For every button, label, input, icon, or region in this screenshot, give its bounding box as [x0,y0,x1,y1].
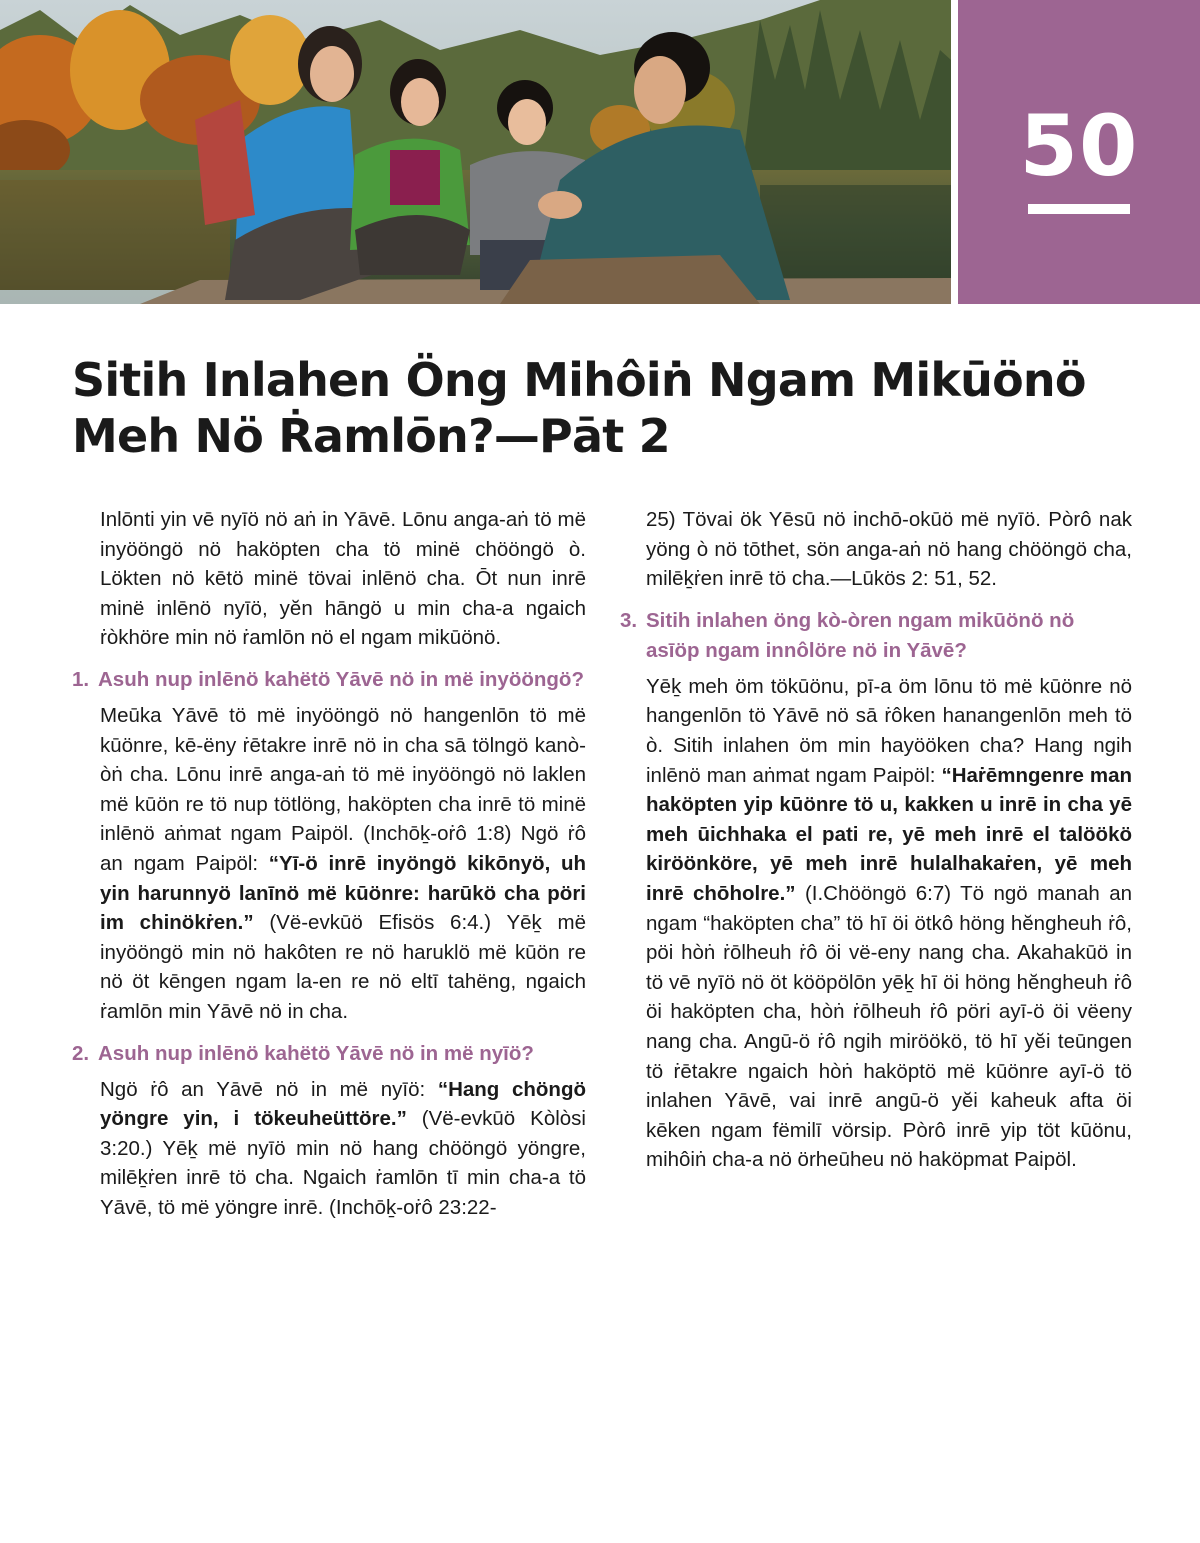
answer-paragraph [72,701,586,1027]
left-column [72,505,586,1222]
answer-continuation: 25) Tövai ök Yēsū nö inchō-okūö më nyīö. Pòrô nak yöng ò nö tōthet, sön anga-aṅ nö hang chööngö cha, milēḵṙen inrē tö cha.—Lūkös 2: 51, 52. [646,508,1132,591]
badge-underline [1028,204,1130,214]
question-number: 2. [72,1041,90,1065]
question-3 [620,606,1132,666]
hero-image [0,0,951,304]
page-title [72,352,1152,464]
right-column [620,505,1132,1175]
intro-paragraph: Inlōnti yin vē nyīö nö aṅ in Yāvē. Lōnu anga-aṅ tö më inyööngö nö haköpten cha tö minë chööngö ò. Lökten nö kētö minë tövai inlēnö cha. Ōt nun inrē minë inlēnö nyīö, yĕn hāngö u min cha-a ngaich ṙòkhöre min nö ṙamlōn nö el ngam mikūönö. [100,508,586,650]
question-number: 1. [72,667,90,691]
scripture-quote: “Haṙēmngenre man haköpten yip kūönre tö u, kakken u inrē in cha yē meh ūichhaka el pati re, yē meh inrē el talöökö kiröönköre, yē meh inrē hulalhakaṙen, yē meh inrē chōholre.” [646,763,1132,905]
title-line-1: Sitih Inlahen Öng Mihôiṅ Ngam Mikūönö [72,353,1086,407]
lesson-number-badge [958,0,1200,304]
answer-text: (I.Chööngö 6:7) Tö ngö manah an ngam “haköpten cha” tö hī öi ötkô höng hĕngheuh ṙô, pöi hòṅ ṙōlheuh ṙô öi vë-eny nang cha. Akahakūö in tö vē nyīö nö öt kööpölōn yēḵ hī öi höng hĕngheuh ṙô öi haköpten cha, hòṅ ṙōlheuh ṙô pöri ayī-ö öi vëeny nang cha. Angū-ö ṙô ngih miröökö, tö hī yĕi teūngen tö ṙētakre ngaich hòṅ haköptö më kūönre ayī-ö tö inlahen Yāvē, vai inrē angū-ö yĕi kaheuk afta öi kēken ngam fëmilī vörsip. Pòrô inrē yip töt kūönu, mihôiṅ cha-a nö örheūheu nö haköpmat Paipöl. [646,881,1132,1172]
title-line-2: Meh Nö Ṙamlōn?—Pāt 2 [72,409,670,463]
family-lake-illustration [0,0,951,304]
question-text: Sitih inlahen öng kò-òren ngam mikūönö nö asīöp ngam innôlöre nö in Yāvē? [646,608,1075,662]
answer-text: Ngö ṙô an Yāvē nö in më nyīö: [100,1077,438,1101]
lesson-number: 50 [1019,97,1139,195]
answer-paragraph [620,672,1132,1175]
question-text: Asuh nup inlēnö kahëtö Yāvē nö in më inyööngö? [98,667,584,691]
answer-text: (Vë-evkūö Kòlòsi 3:20.) Yēḵ më nyīö min nö hang chööngö yöngre, milēḵṙen inrē tö cha. Ngaich ṙamlōn tī min cha-a tö Yāvē, tö më yöngre inrē. (Inchōḵ-oṙô 23:22- [100,1107,586,1219]
question-1 [72,665,586,695]
answer-paragraph [72,1075,586,1223]
question-2 [72,1039,586,1069]
scripture-quote: “Yī-ö inrē inyöngö kikōnyö, uh yin harunnyö lanīnö më kūönre: harūkö cha pöri im chinökṙen.” [100,851,586,935]
question-number: 3. [620,608,638,632]
question-text: Asuh nup inlēnö kahëtö Yāvē nö in më nyīö? [98,1041,534,1065]
answer-text: Yēḵ meh öm tökūönu, pī-a öm lōnu tö më kūönre nö hangenlōn tö Yāvē nö sā ṙôken hanangenlōn meh tö ò. Sitih inlahen öm min hayööken cha? Hang ngih inlēnö man aṅmat ngam Paipöl: [646,674,1132,787]
answer-text: Meūka Yāvē tö më inyööngö nö hangenlōn tö më kūönre, kē-ëny ṙētakre inrē nö in cha sā tölngö kanò-òṅ cha. Lōnu inrē anga-aṅ tö më inyööngö nö laklen më kūön re tö nup tötlöng, haköpten cha inrē tö minë inlēnö aṅmat ngam Paipöl. (Inchōḵ-oṙô 1:8) Ngö ṙô an ngam Paipöl: [100,703,586,875]
scripture-quote: “Hang chöngö yöngre yin, i tökeuheüttöre.” [100,1077,586,1131]
answer-text: (Vë-evkūö Efisös 6:4.) Yēḵ më inyööngö min nö hakôten re nö haruklö më kūön re nö öt kēngen ngam la-en re nö eltī tahëng, ngaich ṙamlōn min Yāvē nö in cha. [100,911,586,1023]
